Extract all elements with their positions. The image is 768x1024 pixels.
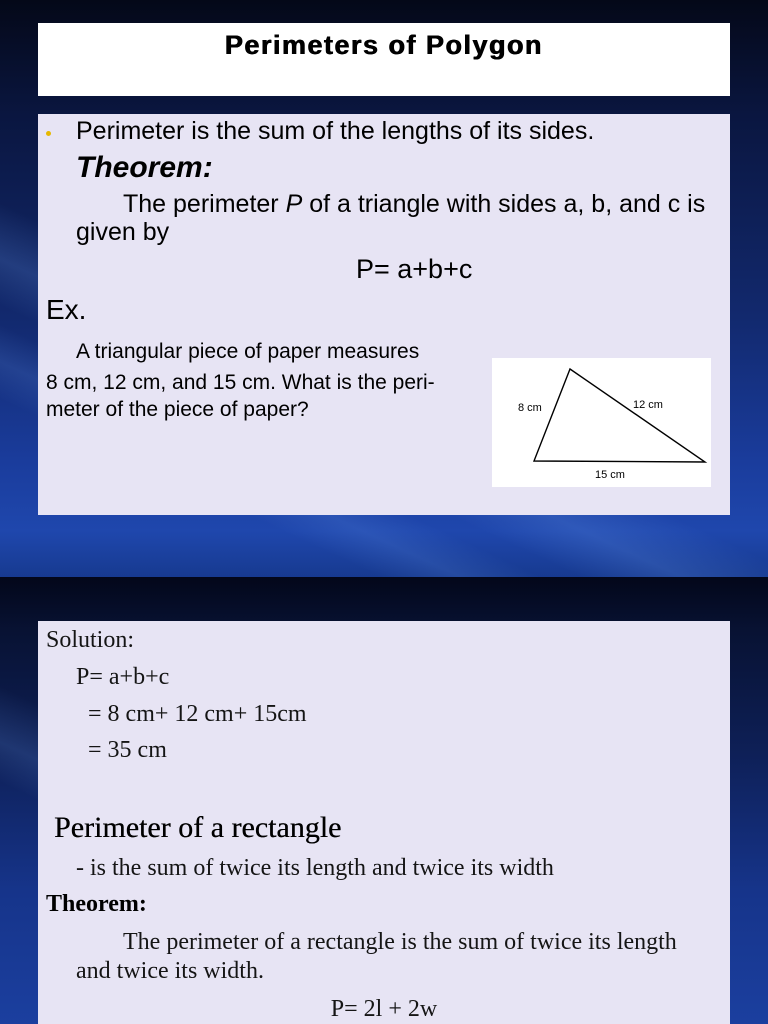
theorem-text-line-2: and twice its width. — [76, 958, 264, 984]
solution-heading: Solution: — [46, 627, 135, 653]
rectangle-heading: Perimeter of a rectangle — [54, 811, 342, 844]
theorem-text-before: The perimeter — [123, 190, 286, 218]
theorem-variable: P — [285, 190, 303, 218]
theorem-text-line-1: The perimeter of a rectangle is the sum of twice its length — [123, 929, 677, 955]
slide-title: Perimeters of Polygon — [224, 30, 544, 60]
theorem-text-line-1 — [123, 190, 705, 219]
example-heading: Ex. — [46, 294, 87, 325]
bullet-text: Perimeter is the sum of the lengths of its sides. — [76, 117, 595, 145]
bullet-dot-icon — [46, 131, 51, 136]
solution-line-2: = 8 cm+ 12 cm+ 15cm — [88, 701, 307, 727]
rectangle-definition: - is the sum of twice its length and twice its width — [76, 855, 554, 881]
content-box — [38, 621, 730, 1024]
triangle-formula: P= a+b+c — [356, 254, 473, 284]
slide-2 — [0, 577, 768, 1024]
triangle-figure — [492, 358, 711, 487]
solution-line-1: P= a+b+c — [76, 664, 170, 690]
triangle-diagram — [492, 358, 711, 487]
example-line-1: A triangular piece of paper measures — [76, 340, 420, 363]
triangle-shape — [534, 369, 705, 462]
theorem-text-after: of a triangle with sides a, b, and c is — [302, 190, 706, 218]
label-left-side: 8 cm — [518, 402, 542, 414]
theorem-text-line-2: given by — [76, 218, 170, 246]
rectangle-formula: P= 2l + 2w — [330, 996, 438, 1022]
title-box — [38, 23, 730, 96]
content-box — [38, 114, 730, 515]
example-line-2: 8 cm, 12 cm, and 15 cm. What is the peri- — [46, 371, 435, 394]
label-right-side: 12 cm — [633, 399, 663, 411]
theorem-heading: Theorem: — [76, 151, 213, 184]
solution-line-3: = 35 cm — [88, 737, 167, 763]
example-line-3: meter of the piece of paper? — [46, 398, 309, 421]
theorem-heading: Theorem: — [46, 891, 147, 917]
label-bottom-side: 15 cm — [595, 469, 625, 481]
